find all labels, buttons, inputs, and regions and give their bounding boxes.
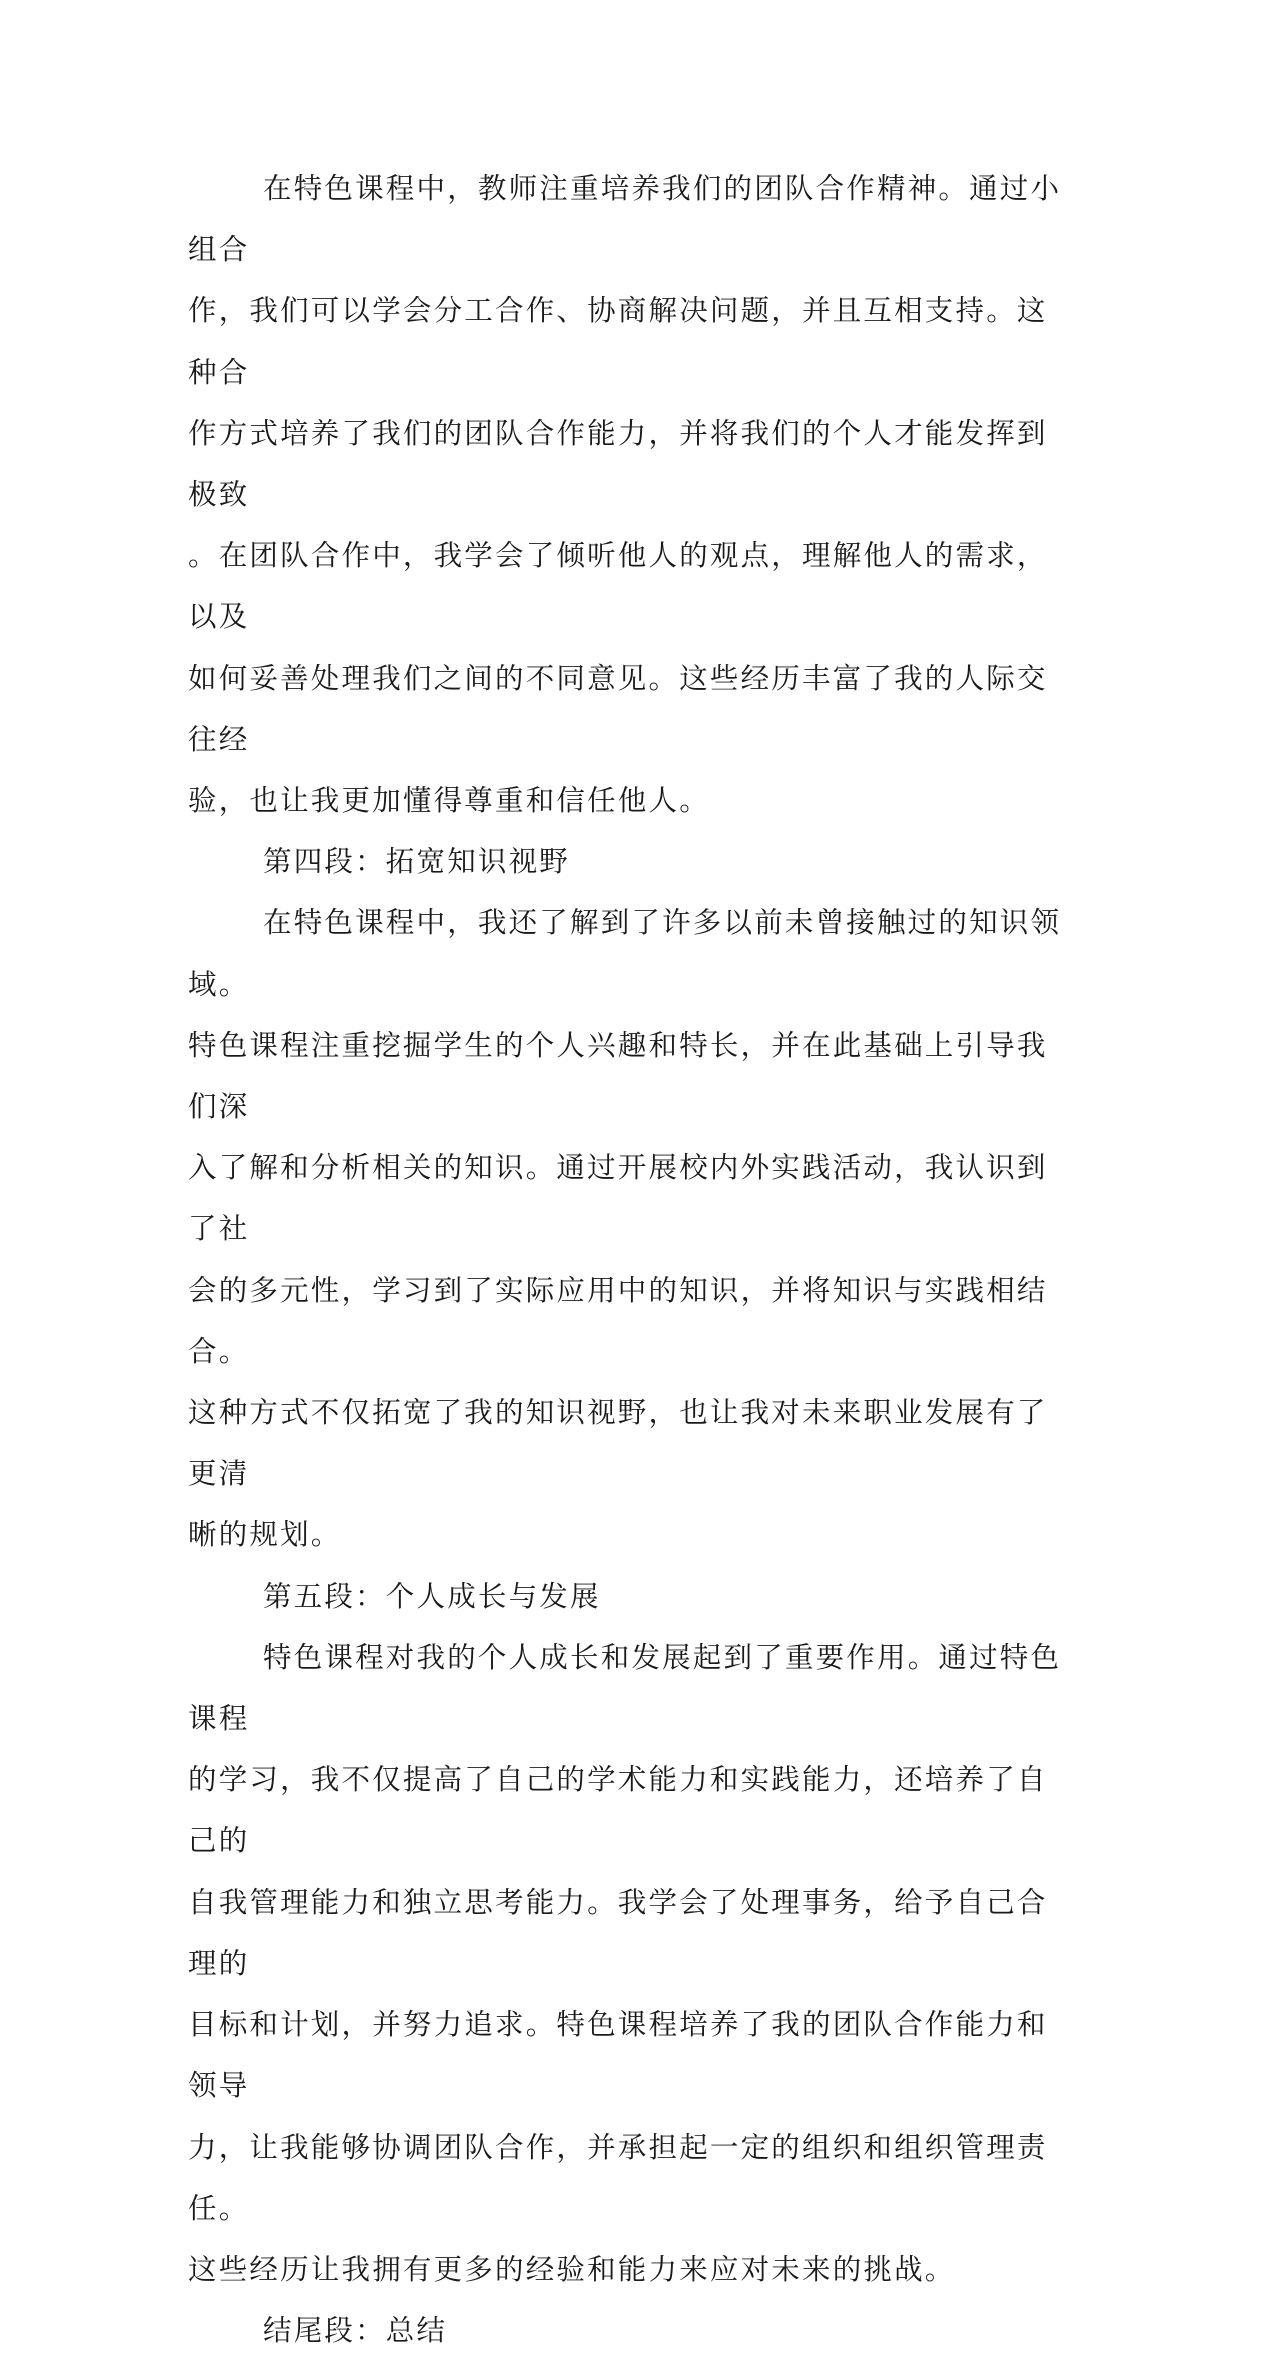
- text-line: 。在团队合作中，我学会了倾听他人的观点，理解他人的需求，以及: [188, 539, 1048, 634]
- text-line: 如何妥善处理我们之间的不同意见。这些经历丰富了我的人际交往经: [188, 661, 1048, 756]
- text-line: 验，也让我更加懂得尊重和信任他人。: [188, 784, 710, 818]
- text-line: 作方式培养了我们的团队合作能力，并将我们的个人才能发挥到极致: [188, 416, 1048, 512]
- paragraph-teamwork: [188, 158, 1068, 831]
- text-line: 这些经历让我拥有更多的经验和能力来应对未来的挑战。: [188, 2252, 956, 2286]
- text-line: 入了解和分析相关的知识。通过开展校内外实践活动，我认识到了社: [188, 1151, 1048, 1246]
- text-line: 特色课程对我的个人成长和发展起到了重要作用。通过特色课程: [188, 1640, 1062, 1736]
- text-line: 的学习，我不仅提高了自己的学术能力和实践能力，还培养了自己的: [188, 1763, 1048, 1858]
- section-heading-4: 第四段：拓宽知识视野: [263, 845, 571, 879]
- paragraph-growth: [188, 1627, 1068, 2300]
- text-line: 在特色课程中，教师注重培养我们的团队合作精神。通过小组合: [188, 172, 1062, 267]
- section-heading-5: 第五段：个人成长与发展: [263, 1579, 601, 1613]
- text-line: 目标和计划，并努力追求。特色课程培养了我的团队合作能力和领导: [188, 2008, 1048, 2103]
- text-line: 特色课程注重挖掘学生的个人兴趣和特长，并在此基础上引导我们深: [188, 1028, 1048, 1124]
- paragraph-knowledge: [188, 892, 1068, 1565]
- section-heading-conclusion: 结尾段：总结: [263, 2314, 448, 2348]
- text-line: 在特色课程中，我还了解到了许多以前未曾接触过的知识领域。: [188, 906, 1062, 1001]
- text-line: 力，让我能够协调团队合作，并承担起一定的组织和组织管理责任。: [188, 2130, 1048, 2225]
- text-line: 作，我们可以学会分工合作、协商解决问题，并且互相支持。这种合: [188, 294, 1048, 389]
- text-line: 这种方式不仅拓宽了我的知识视野，也让我对未来职业发展有了更清: [188, 1396, 1048, 1491]
- text-line: 自我管理能力和独立思考能力。我学会了处理事务，给予自己合理的: [188, 1885, 1048, 1980]
- text-line: 晰的规划。: [188, 1518, 342, 1552]
- text-line: 会的多元性，学习到了实际应用中的知识，并将知识与实践相结合。: [188, 1273, 1048, 1368]
- document-body: [188, 158, 1068, 2361]
